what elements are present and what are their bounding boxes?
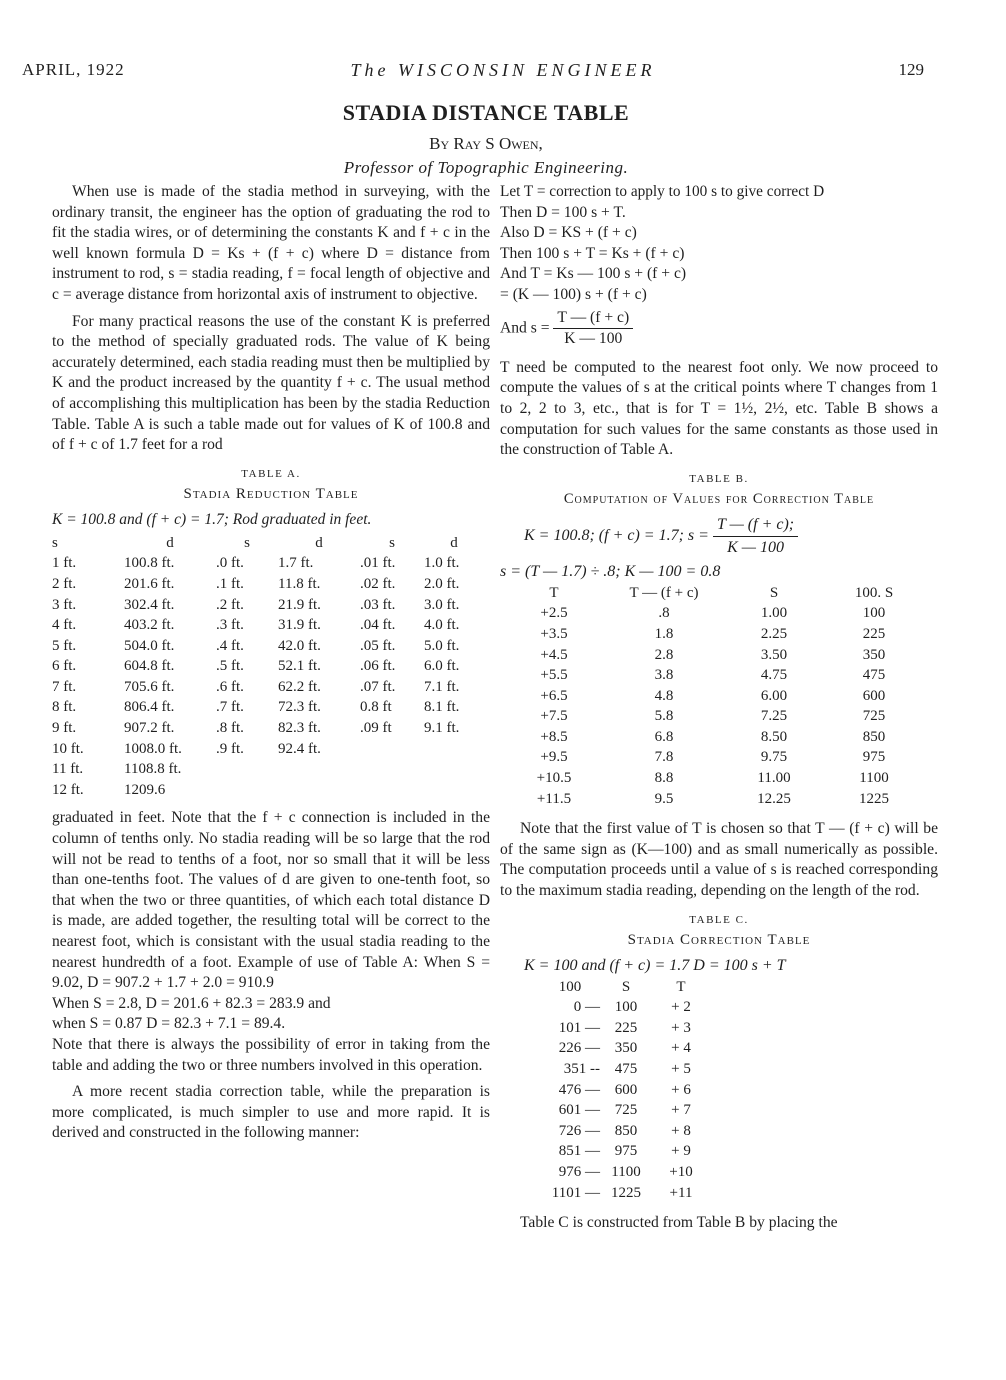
table-c	[540, 977, 710, 1204]
table-a-header: s	[389, 534, 395, 551]
table-c-row-cell: 1101 —	[551, 1184, 600, 1201]
running-header	[0, 60, 1006, 86]
table-b-row-cell: 4.75	[760, 667, 788, 684]
table-b-formula-denominator: K — 100	[727, 538, 784, 556]
table-a-row-cell: 12 ft.	[52, 781, 84, 798]
table-b-row	[504, 624, 924, 645]
table-b-row-cell: 350	[862, 646, 886, 663]
table-a-header: s	[52, 534, 58, 551]
equation-7-numerator: T — (f + c)	[553, 308, 633, 330]
table-a-row	[52, 759, 484, 780]
table-b-row-cell: 100	[862, 605, 886, 622]
table-a-row-cell: .07 ft.	[360, 678, 396, 695]
table-a-row-cell: 92.4 ft.	[278, 740, 321, 757]
table-c-row-cell: 976 —	[558, 1163, 600, 1180]
paragraph-error-note: Note that there is always the possibility of error in taking from the table and adding the two or three numbers involved in this operation.	[52, 1035, 490, 1074]
table-c-row	[540, 1162, 710, 1183]
table-c-row	[540, 1121, 710, 1142]
table-c-row-cell: 475	[614, 1061, 638, 1077]
table-a-row-cell: 62.2 ft.	[278, 678, 321, 695]
left-column	[52, 182, 490, 1150]
table-a-row-cell: 604.8 ft.	[124, 658, 175, 675]
table-b-row	[504, 768, 924, 789]
table-a-row-cell: 100.8 ft.	[124, 555, 175, 572]
table-c-row-cell: +11	[669, 1184, 693, 1201]
table-b-row-cell: 12.25	[757, 790, 791, 807]
table-a-row-cell: 31.9 ft.	[278, 617, 321, 634]
author-byline: By Ray S Owen,	[429, 134, 543, 153]
table-c-row-cell: + 4	[671, 1040, 691, 1057]
table-c-title: Stadia Correction Table	[627, 931, 811, 948]
table-c-row-cell: 975	[614, 1143, 638, 1160]
table-a-row-cell: 82.3 ft.	[278, 720, 321, 737]
paragraph-constant-k: For many practical reasons the use of the constant K is preferred to the method of specially graduated rods. The value of K being accurately determined, each stadia reading must then be multiplied by K and the product increased by the quantity f + c. The usual method of accomplishing this multiplication has been by the stadia Reduction Table. Table A is such a table made out for values of K of 100.8 and of f + c of 1.7 feet for a rod	[52, 312, 490, 454]
table-a-row-cell: 705.6 ft.	[124, 678, 175, 695]
table-a-row-cell: 2 ft.	[52, 575, 77, 592]
equation-7-fraction	[553, 308, 633, 350]
table-b-row-cell: 2.25	[760, 625, 788, 642]
table-a-row-cell: 4 ft.	[52, 617, 77, 634]
table-b-row-cell: +2.5	[540, 605, 568, 622]
table-a-header: s	[244, 534, 250, 551]
table-a-row	[52, 615, 484, 636]
table-b-row	[504, 603, 924, 624]
paragraph-table-a-notes: graduated in feet. Note that the f + c connection is included in the column of tenths only. No stadia reading will be so large that the rod will not be read to tenths of a foot, nor so small that it will be less than one-tenths foot. The values of d are given to one-tenth foot, so that when the two or three quantities, of which each total distance D is made, are added together, the resulting total will be correct to the nearest foot, which is consistant with the usual stadia reading to the nearest hundredth of a foot. Example of use of Table A: When S = 9.02, D = 907.2 + 1.7 + 2.0 = 910.9	[52, 809, 490, 992]
table-a-row-cell: 907.2 ft.	[124, 720, 175, 737]
table-b-row-cell: 3.50	[760, 646, 788, 663]
table-a-row-cell: .9 ft.	[216, 740, 244, 757]
table-b-row-cell: 11.00	[757, 770, 791, 787]
table-b-row	[504, 747, 924, 768]
table-c-row-cell: 851 —	[558, 1143, 600, 1160]
table-a-row-cell: .8 ft.	[216, 720, 244, 737]
equation-line-7	[500, 308, 938, 350]
equation-7-denominator: K — 100	[564, 330, 623, 348]
table-b-formula-lhs: K = 100.8; (f + c) = 1.7; s =	[524, 526, 709, 544]
table-b-row-cell: 975	[862, 749, 886, 766]
table-a-row-cell: 3 ft.	[52, 596, 77, 613]
table-b-header: S	[769, 584, 779, 601]
table-b-row-cell: 8.50	[760, 728, 788, 745]
table-c-header-row	[540, 977, 710, 998]
table-a-row-cell	[216, 780, 278, 801]
equation-line-6: = (K — 100) s + (f + c)	[500, 285, 647, 303]
table-c-row	[540, 1018, 710, 1039]
table-b-row-cell: 1225	[859, 790, 889, 807]
table-a-row-cell: 9.1 ft.	[424, 720, 460, 737]
table-c-row-cell: 351 --	[563, 1061, 600, 1077]
table-b-row-cell: +8.5	[540, 728, 568, 745]
table-b-row-cell: 6.00	[760, 687, 788, 704]
table-a-row-cell: .2 ft.	[216, 596, 244, 613]
table-c-row-cell: + 9	[671, 1143, 691, 1160]
right-column	[500, 182, 938, 1240]
table-b-row-cell: 1.00	[760, 605, 788, 622]
table-a-row	[52, 595, 484, 616]
table-c-label: TABLE C.	[689, 913, 749, 926]
table-a-row-cell: .04 ft.	[360, 617, 396, 634]
table-c-row-cell: 1100	[611, 1163, 641, 1180]
table-b-row	[504, 706, 924, 727]
table-c-row-cell: 101 —	[558, 1019, 600, 1036]
table-c-formula: K = 100 and (f + c) = 1.7 D = 100 s + T	[524, 956, 786, 974]
table-c-row	[540, 997, 710, 1018]
table-b-header-row	[504, 583, 924, 604]
table-a-row-cell: .01 ft.	[360, 555, 396, 572]
table-a-row-cell: 52.1 ft.	[278, 658, 321, 675]
table-a-row-cell: .0 ft.	[216, 555, 244, 572]
table-a-title: Stadia Reduction Table	[183, 485, 359, 502]
equation-7-lhs: And s =	[500, 319, 550, 337]
table-a-row-cell: 8 ft.	[52, 699, 77, 716]
table-c-row	[540, 1141, 710, 1162]
table-a-row-cell	[360, 759, 424, 780]
table-c-row-cell: 850	[614, 1122, 638, 1139]
table-c-row-cell: 225	[614, 1019, 638, 1036]
page-number: 129	[898, 60, 924, 79]
paragraph-intro: When use is made of the stadia method in surveying, with the ordinary transit, the engineer has the option of graduating the rod to fit the stadia wires, or of determining the constants K and f + c in the well known formula D = Ks + (f + c) where D = distance from instrument to rod, s = stadia reading, f = focal length of objective and c = average distance from horizontal axis of instrument to objective.	[52, 183, 490, 303]
paragraph-table-c-construction: Table C is constructed from Table B by placing the	[520, 1214, 838, 1232]
table-b-row	[504, 727, 924, 748]
table-c-row-cell: + 5	[671, 1061, 691, 1077]
table-c-row	[540, 1080, 710, 1101]
table-a-row-cell: 1209.6	[124, 781, 166, 798]
table-b-row-cell: 850	[862, 728, 886, 745]
table-b-row-cell: +6.5	[540, 687, 568, 704]
table-c-header: 100	[558, 978, 582, 995]
equation-line-3: Also D = KS + (f + c)	[500, 224, 637, 242]
table-a-row-cell: 6 ft.	[52, 658, 77, 675]
table-a-row-cell	[360, 739, 424, 760]
table-b-label: TABLE B.	[689, 472, 749, 485]
table-b-row-cell: 3.8	[654, 667, 674, 684]
table-a-row-cell: 403.2 ft.	[124, 617, 175, 634]
table-a-row-cell: .6 ft.	[216, 678, 244, 695]
table-b-row-cell: 6.8	[654, 728, 674, 745]
table-c-row	[540, 1100, 710, 1121]
table-b-header: T — (f + c)	[629, 584, 699, 601]
table-a-row-cell: .1 ft.	[216, 575, 244, 592]
table-a-row-cell	[278, 759, 360, 780]
table-a-row-cell: .4 ft.	[216, 637, 244, 654]
equation-line-2: Then D = 100 s + T.	[500, 203, 626, 221]
table-a-row-cell: 0.8 ft	[360, 699, 392, 716]
table-b-row-cell: +4.5	[540, 646, 568, 663]
table-a-row-cell: .3 ft.	[216, 617, 244, 634]
table-b-row-cell: 9.75	[760, 749, 788, 766]
table-a-row-cell: 7 ft.	[52, 678, 77, 695]
table-a-formula: K = 100.8 and (f + c) = 1.7; Rod graduated in feet.	[52, 510, 372, 528]
table-c-row-cell: + 2	[671, 999, 691, 1016]
table-a-row-cell	[424, 739, 484, 760]
table-c-row-cell: 600	[614, 1081, 638, 1098]
table-b-formula-fraction	[713, 514, 798, 559]
table-b-row-cell: 7.8	[654, 749, 674, 766]
table-a-row-cell: 302.4 ft.	[124, 596, 175, 613]
table-a-row	[52, 677, 484, 698]
table-a-row-cell: 3.0 ft.	[424, 596, 460, 613]
table-c-row-cell: 100	[614, 999, 638, 1016]
table-c-row-cell: 725	[614, 1102, 638, 1119]
table-a-row-cell: 1.7 ft.	[278, 555, 314, 572]
table-a-row-cell: 4.0 ft.	[424, 617, 460, 634]
table-b-row	[504, 645, 924, 666]
table-a-row-cell: .06 ft.	[360, 658, 396, 675]
table-b-formula-2: s = (T — 1.7) ÷ .8; K — 100 = 0.8	[500, 562, 721, 580]
table-a-row-cell	[360, 780, 424, 801]
table-a-header-row	[52, 533, 484, 554]
table-a-row	[52, 697, 484, 718]
table-b-row-cell: +9.5	[540, 749, 568, 766]
table-a-row-cell: 806.4 ft.	[124, 699, 175, 716]
table-c-header: T	[676, 978, 686, 995]
table-b-row-cell: 475	[862, 667, 886, 684]
paragraph-sign-note: Note that the first value of T is chosen so that T — (f + c) will be of the same sign as (K—100) and as small numerically as possible. The computation proceeds until a value of s is reached corresponding to the maximum stadia reading, depending on the length of the rod.	[500, 820, 938, 900]
table-b-header: T	[549, 584, 559, 601]
table-b-row	[504, 789, 924, 810]
table-a-row-cell: 9 ft.	[52, 720, 77, 737]
table-b-formula	[524, 514, 938, 559]
table-a-row	[52, 656, 484, 677]
table-b-formula-numerator: T — (f + c);	[713, 514, 798, 537]
table-c-row	[540, 1038, 710, 1059]
table-a-row-cell: 5 ft.	[52, 637, 77, 654]
table-b-row	[504, 665, 924, 686]
table-c-row-cell: 0 —	[573, 999, 600, 1016]
equation-line-1: Let T = correction to apply to 100 s to give correct D	[500, 183, 825, 200]
table-b-header: 100. S	[854, 584, 894, 601]
example-line-2: When S = 2.8, D = 201.6 + 82.3 = 283.9 and	[52, 994, 331, 1012]
table-a-row-cell: .5 ft.	[216, 658, 244, 675]
table-a-row-cell: 504.0 ft.	[124, 637, 175, 654]
journal-title: The WISCONSIN ENGINEER	[350, 60, 656, 80]
table-a-row-cell: 42.0 ft.	[278, 637, 321, 654]
table-a-row-cell: 6.0 ft.	[424, 658, 460, 675]
paragraph-recent-table: A more recent stadia correction table, while the preparation is more complicated, is much simpler to use and more rapid. It is derived and constructed in the following manner:	[52, 1083, 490, 1142]
author-affiliation: Professor of Topographic Engineering.	[343, 158, 629, 177]
table-b-row-cell: +5.5	[540, 667, 568, 684]
table-a-row-cell: 7.1 ft.	[424, 678, 460, 695]
issue-date: APRIL, 1922	[22, 60, 125, 79]
table-c-row-cell: 726 —	[558, 1122, 600, 1139]
table-a-row-cell: 1.0 ft.	[424, 555, 460, 572]
table-a-label: TABLE A.	[241, 467, 301, 480]
table-c-row-cell: + 3	[671, 1019, 691, 1036]
table-a-row-cell: .05 ft.	[360, 637, 396, 654]
table-b-row-cell: 725	[862, 708, 886, 725]
table-c-header: S	[621, 978, 631, 995]
table-a-header: d	[315, 534, 323, 551]
table-b-row-cell: 9.5	[654, 790, 674, 807]
table-a-row	[52, 636, 484, 657]
table-a-row-cell: 21.9 ft.	[278, 596, 321, 613]
table-c-row-cell: 601 —	[558, 1102, 600, 1119]
table-c-row-cell: + 8	[671, 1122, 691, 1139]
table-a-row-cell: .02 ft.	[360, 575, 396, 592]
table-a-row-cell: 11.8 ft.	[278, 575, 321, 592]
table-b-title: Computation of Values for Correction Table	[563, 490, 875, 507]
table-b-row-cell: 5.8	[654, 708, 674, 725]
table-b-row-cell: 600	[862, 687, 886, 704]
table-a-row-cell	[424, 780, 484, 801]
table-a-row	[52, 739, 484, 760]
table-c-row-cell: 1225	[611, 1184, 641, 1201]
table-b-row-cell: +3.5	[540, 625, 568, 642]
table-c-row-cell: +10	[669, 1163, 693, 1180]
table-a-row-cell: .09 ft	[360, 720, 392, 737]
table-c-row-cell: + 7	[671, 1102, 691, 1119]
table-a-row	[52, 718, 484, 739]
table-a-row-cell: .03 ft.	[360, 596, 396, 613]
table-b-row-cell: 1100	[859, 770, 889, 787]
table-a-row-cell	[424, 759, 484, 780]
table-a	[52, 533, 484, 801]
table-c-row-cell: 476 —	[558, 1081, 600, 1098]
table-b-row-cell: 225	[862, 625, 886, 642]
table-b-row	[504, 686, 924, 707]
table-b-row-cell: 8.8	[654, 770, 674, 787]
table-b-row-cell: 7.25	[760, 708, 788, 725]
table-a-header: d	[166, 534, 174, 551]
table-a-row	[52, 553, 484, 574]
table-a-row	[52, 780, 484, 801]
table-b-row-cell: +7.5	[540, 708, 568, 725]
table-a-row-cell: 10 ft.	[52, 740, 84, 757]
equation-line-4: Then 100 s + T = Ks + (f + c)	[500, 244, 685, 262]
table-b-row-cell: 4.8	[654, 687, 674, 704]
equation-line-5: And T = Ks — 100 s + (f + c)	[500, 265, 687, 283]
table-a-row-cell: .7 ft.	[216, 699, 244, 716]
example-line-3: when S = 0.87 D = 82.3 + 7.1 = 89.4.	[52, 1015, 286, 1033]
table-a-row-cell: 201.6 ft.	[124, 575, 175, 592]
table-b-row-cell: 2.8	[654, 646, 674, 663]
table-b-row-cell: .8	[658, 605, 670, 622]
table-b-row-cell: +11.5	[536, 790, 572, 807]
table-a-row-cell: 11 ft.	[52, 761, 84, 778]
table-b-row-cell: 1.8	[654, 625, 674, 642]
paragraph-compute-t: T need be computed to the nearest foot only. We now proceed to compute the values of s at the critical points where T changes from 1 to 2, 2 to 3, etc., that is for T = 1½, 2½, etc. Table B shows a computation for such values for the same constants as those used in the construction of Table A.	[500, 358, 938, 459]
table-b	[504, 583, 924, 810]
table-c-row-cell: 226 —	[558, 1040, 600, 1057]
table-c-row	[540, 1183, 710, 1204]
table-c-row-cell: 350	[614, 1040, 638, 1057]
table-c-row	[540, 1059, 710, 1080]
article-title: STADIA DISTANCE TABLE	[342, 100, 630, 125]
table-b-row-cell: +10.5	[536, 770, 572, 787]
table-a-row-cell	[278, 780, 360, 801]
table-a-row-cell	[216, 759, 278, 780]
table-a-row	[52, 574, 484, 595]
table-a-row-cell: 72.3 ft.	[278, 699, 321, 716]
table-a-row-cell: 5.0 ft.	[424, 637, 460, 654]
table-a-row-cell: 8.1 ft.	[424, 699, 460, 716]
table-a-row-cell: 1108.8 ft.	[124, 761, 182, 778]
table-a-row-cell: 1 ft.	[52, 555, 77, 572]
table-c-row-cell: + 6	[671, 1081, 691, 1098]
table-a-row-cell: 1008.0 ft.	[124, 740, 182, 757]
table-a-row-cell: 2.0 ft.	[424, 575, 460, 592]
table-a-header: d	[450, 534, 458, 551]
